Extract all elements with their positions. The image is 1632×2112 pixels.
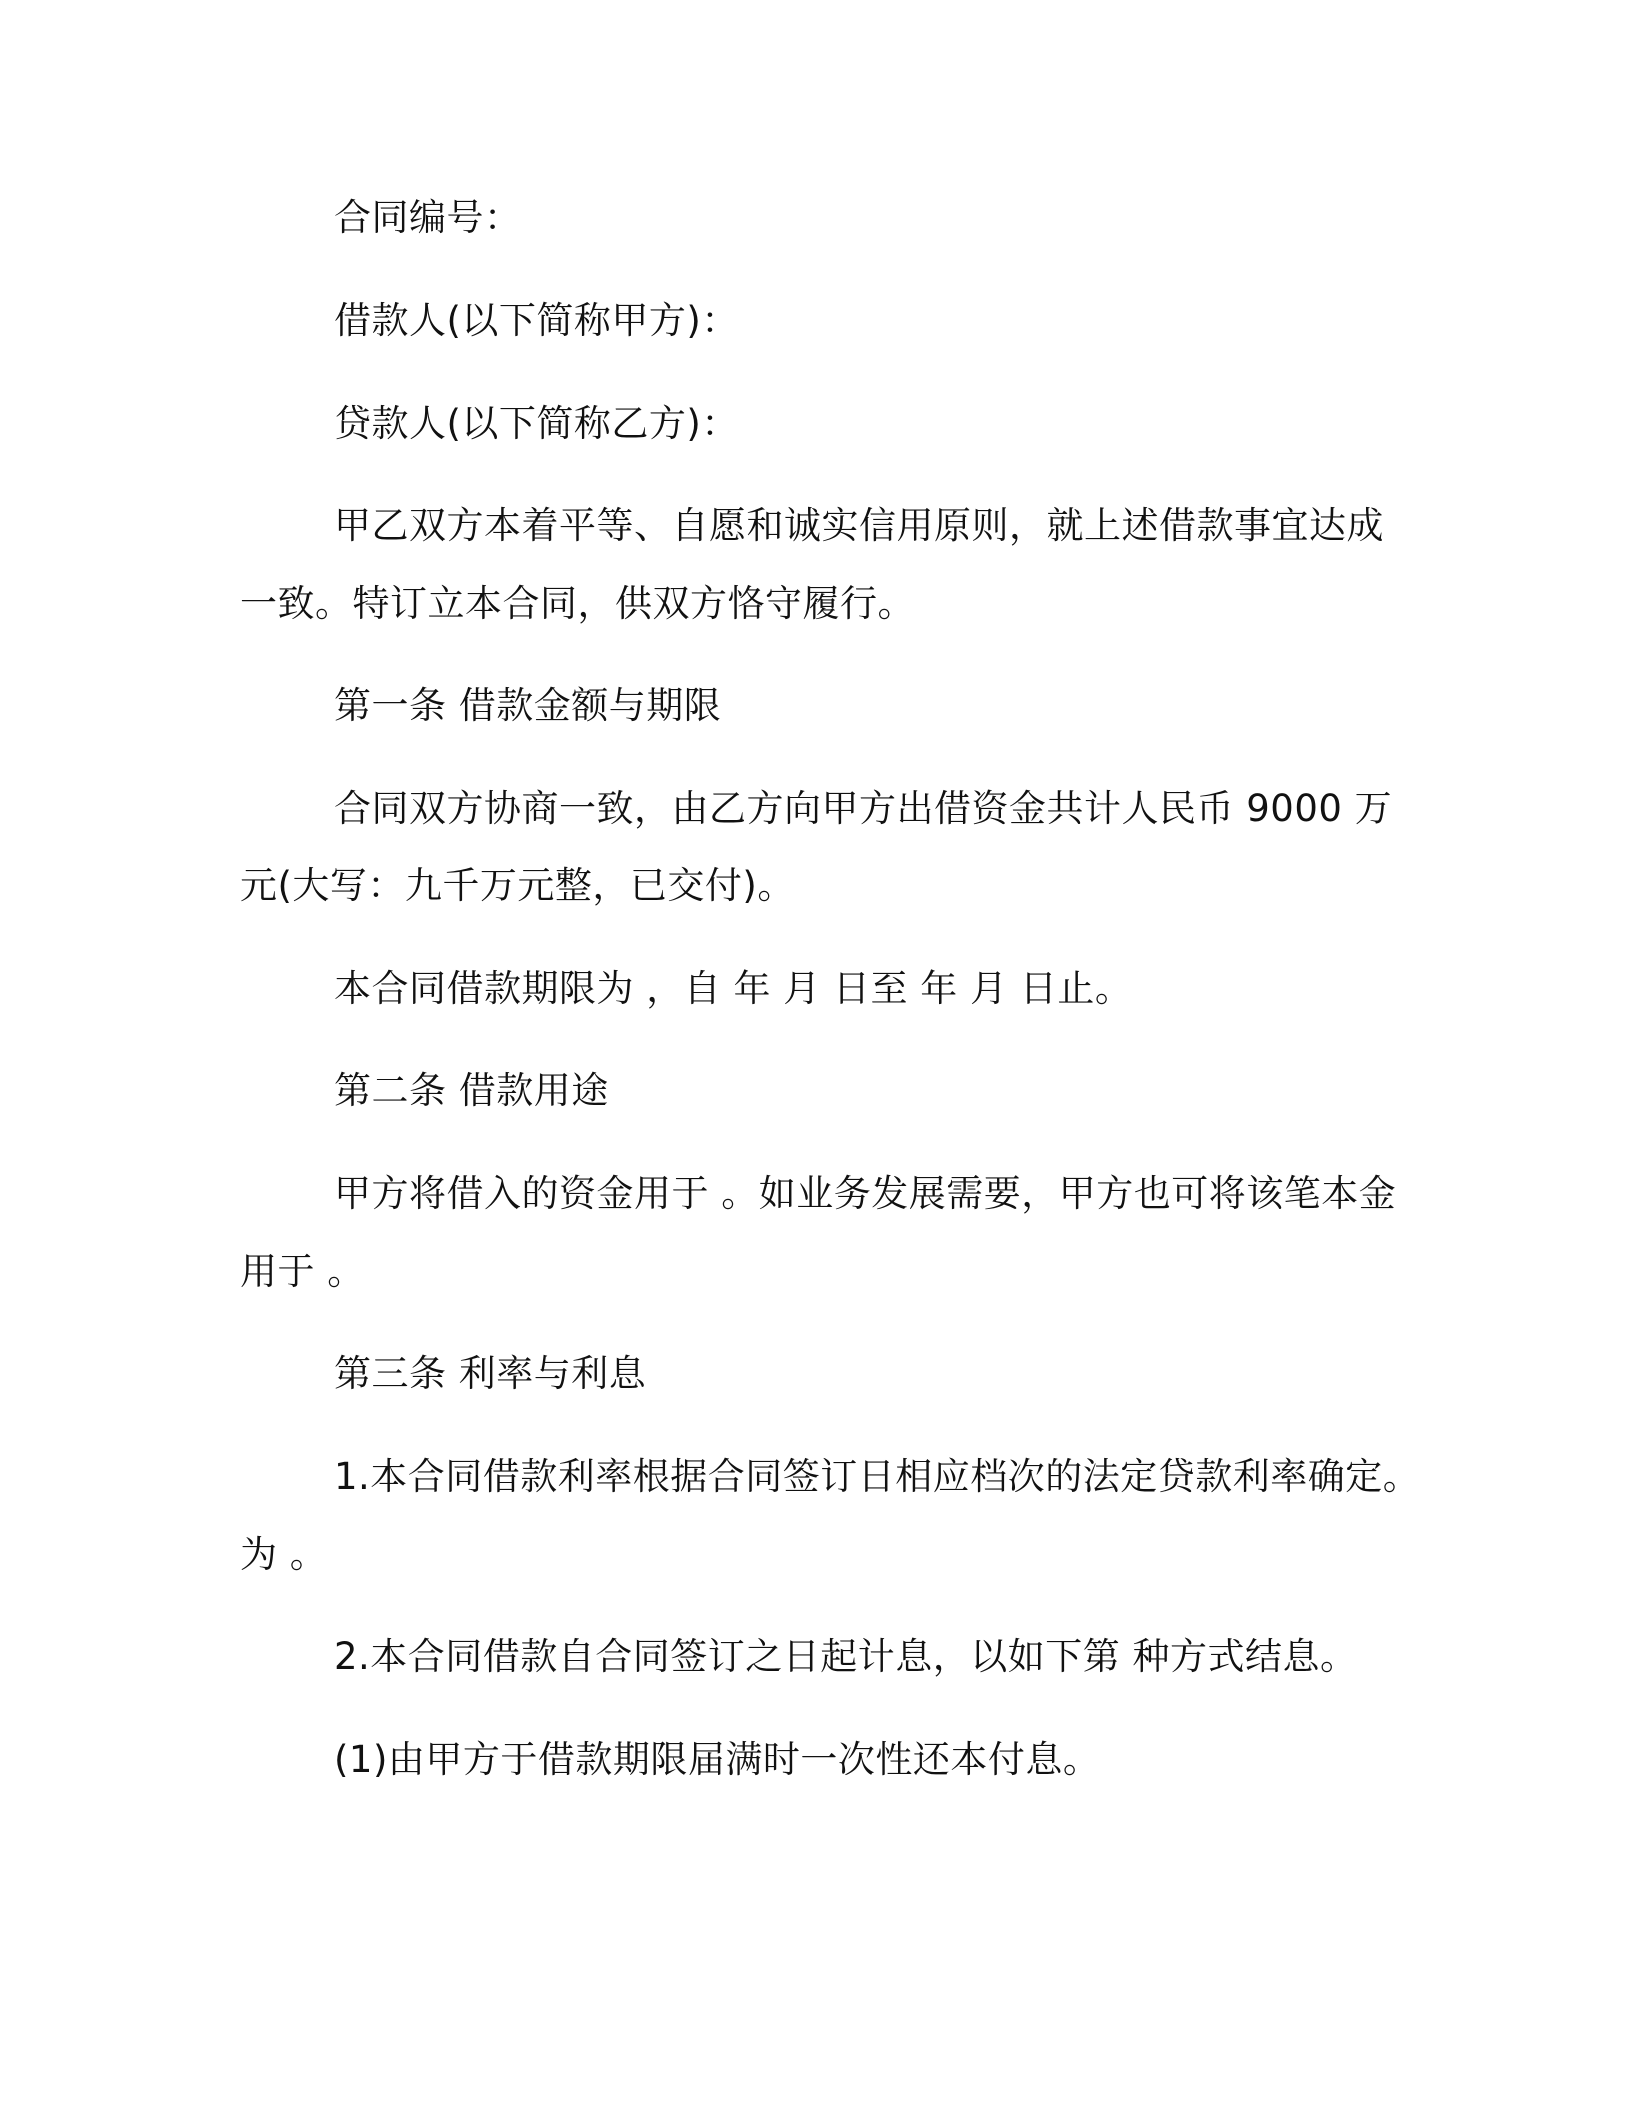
lender-label: 贷款人(以下简称乙方)： xyxy=(334,402,739,445)
borrower-label: 借款人(以下简称甲方)： xyxy=(334,299,739,342)
article-3-item-2: 2.本合同借款自合同签订之日起计息，以如下第 种方式结息。 xyxy=(334,1635,1358,1678)
article-3-heading: 第三条 利率与利息 xyxy=(334,1352,647,1395)
article-2-purpose-line-2: 用于 。 xyxy=(240,1250,365,1293)
article-1-amount-line-2: 元(大写：九千万元整，已交付)。 xyxy=(240,864,795,907)
article-3-item-1-line-2: 为 。 xyxy=(240,1533,328,1576)
article-1-amount-line-1: 合同双方协商一致，由乙方向甲方出借资金共计人民币 9000 万 xyxy=(334,787,1393,830)
article-2-purpose-line-1: 甲方将借入的资金用于 。如业务发展需要，甲方也可将该笔本金 xyxy=(334,1172,1397,1215)
contract-number-label: 合同编号： xyxy=(334,196,522,239)
article-1-heading: 第一条 借款金额与期限 xyxy=(334,684,722,727)
preamble-line-2: 一致。特订立本合同，供双方恪守履行。 xyxy=(240,582,915,625)
article-3-item-1-line-1: 1.本合同借款利率根据合同签订日相应档次的法定贷款利率确定。 xyxy=(334,1455,1421,1498)
article-3-option-1: (1)由甲方于借款期限届满时一次性还本付息。 xyxy=(334,1738,1101,1781)
article-1-term: 本合同借款期限为 ，自 年 月 日至 年 月 日止。 xyxy=(334,967,1133,1010)
article-2-heading: 第二条 借款用途 xyxy=(334,1069,609,1112)
preamble-line-1: 甲乙双方本着平等、自愿和诚实信用原则，就上述借款事宜达成 xyxy=(334,504,1384,547)
